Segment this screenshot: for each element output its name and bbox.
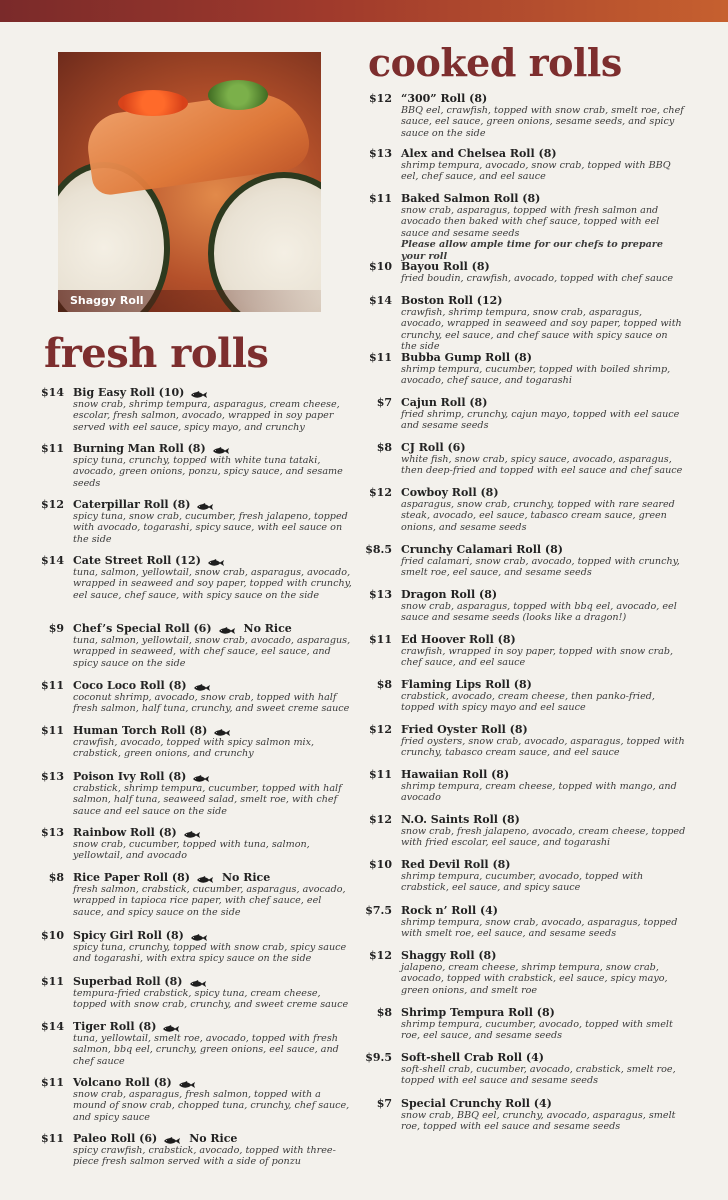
raw-fish-icon (213, 727, 231, 735)
item-name: Rock n’ Roll (4) (401, 904, 499, 917)
item-name: Paleo Roll (6) (73, 1132, 158, 1145)
no-rice-label: No Rice (243, 622, 292, 635)
item-name: Special Crunchy Roll (4) (401, 1097, 552, 1110)
item-price: $8.5 (365, 543, 392, 556)
no-rice-label: No Rice (222, 871, 271, 884)
menu-item (369, 486, 686, 533)
item-price: $11 (369, 768, 392, 781)
item-name: Superbad Roll (8) (73, 975, 183, 988)
item-description: asparagus, snow crab, crunchy, topped with rare seared steak, avocado, eel sauce, tabasco cream sauce, green onions, and sesame seeds (401, 499, 675, 533)
item-name: Rice Paper Roll (8) (73, 871, 190, 884)
item-name-line (401, 92, 686, 105)
item-description: spicy tuna, snow crab, cucumber, fresh jalapeno, topped with avocado, togarashi, spicy sauce, with eel sauce on the side (73, 511, 348, 545)
item-name-line (401, 588, 686, 601)
item-price: $9 (48, 622, 64, 635)
item-name: Cajun Roll (8) (401, 396, 488, 409)
item-name: Coco Loco Roll (8) (73, 679, 187, 692)
item-name: Shaggy Roll (8) (401, 949, 497, 962)
raw-fish-icon (192, 773, 210, 781)
menu-item (41, 554, 355, 601)
menu-item (376, 1097, 686, 1133)
item-name-line (401, 904, 686, 917)
item-description: snow crab, BBQ eel, crunchy, avocado, asparagus, smelt roe, topped with eel sauce and sesame seeds (401, 1110, 676, 1133)
item-description: coconut shrimp, avocado, snow crab, topped with half fresh salmon, half tuna, crunchy, and sweet creme sauce (73, 692, 350, 715)
item-name: Shrimp Tempura Roll (8) (401, 1006, 555, 1019)
item-name: Chef’s Special Roll (6) (73, 622, 212, 635)
menu-item (41, 770, 355, 817)
raw-fish-icon (189, 978, 207, 986)
item-name: Tiger Roll (8) (73, 1020, 157, 1033)
item-name: Cowboy Roll (8) (401, 486, 499, 499)
menu-item (365, 904, 686, 940)
item-name: Crunchy Calamari Roll (8) (401, 543, 563, 556)
item-price: $9.5 (365, 1051, 392, 1064)
item-name: Ed Hoover Roll (8) (401, 633, 516, 646)
item-name: Flaming Lips Roll (8) (401, 678, 532, 691)
menu-item (41, 442, 355, 489)
menu-item (376, 441, 686, 477)
raw-fish-icon (163, 1135, 181, 1143)
item-name: Volcano Roll (8) (73, 1076, 172, 1089)
item-description: snow crab, fresh jalapeno, avocado, cream cheese, topped with fried escolar, eel sauce, and togarashi (401, 826, 686, 849)
item-name-line (401, 949, 686, 962)
item-name-line (401, 678, 686, 691)
item-price: $11 (369, 633, 392, 646)
item-description: fresh salmon, crabstick, cucumber, asparagus, avocado, wrapped in tapioca rice paper, with chef sauce, eel sauce, and spicy sauce on the side (73, 884, 346, 918)
item-description: white fish, snow crab, spicy sauce, avocado, asparagus, then deep-fried and topped with eel sauce and chef sauce (401, 454, 683, 477)
item-name-line (401, 486, 686, 499)
item-price: $11 (41, 1076, 64, 1089)
item-price: $13 (369, 147, 392, 160)
item-price: $11 (41, 442, 64, 455)
item-name-line (401, 396, 686, 409)
item-price: $12 (41, 498, 64, 511)
item-description: snow crab, asparagus, topped with fresh salmon and avocado then baked with chef sauce, topped with eel sauce and sesame seeds (401, 205, 660, 239)
item-name-line (73, 1020, 355, 1033)
item-name: Red Devil Roll (8) (401, 858, 511, 871)
item-description: fried shrimp, crunchy, cajun mayo, topped with eel sauce and sesame seeds (401, 409, 680, 432)
item-name-line (401, 1097, 686, 1110)
item-price: $8 (376, 1006, 392, 1019)
menu-item (369, 723, 686, 759)
item-description: shrimp tempura, cucumber, topped with boiled shrimp, avocado, chef sauce, and togarashi (401, 364, 671, 387)
item-name: CJ Roll (6) (401, 441, 466, 454)
item-name-line (401, 294, 686, 307)
menu-item (369, 768, 686, 804)
item-name: Hawaiian Roll (8) (401, 768, 510, 781)
item-price: $13 (41, 826, 64, 839)
item-description: crawfish, shrimp tempura, snow crab, asparagus, avocado, wrapped in seaweed and soy paper, topped with crunchy, eel sauce, and chef sauce with spicy sauce on the side (401, 307, 682, 353)
menu-item (369, 192, 686, 262)
menu-item (41, 826, 355, 862)
raw-fish-icon (212, 445, 230, 453)
menu-item (369, 633, 686, 669)
item-price: $14 (41, 386, 64, 399)
item-price: $8 (48, 871, 64, 884)
item-name-line (401, 723, 686, 736)
item-description: shrimp tempura, avocado, snow crab, topped with BBQ eel, chef sauce, and eel sauce (401, 160, 671, 183)
item-description: crabstick, shrimp tempura, cucumber, topped with half salmon, half tuna, seaweed salad, smelt roe, with chef sauce and eel sauce on the side (73, 783, 342, 817)
item-description: tuna, yellowtail, smelt roe, avocado, topped with fresh salmon, bbq eel, crunchy, green onions, eel sauce, and chef sauce (73, 1033, 339, 1067)
menu-item (41, 498, 355, 545)
item-description: crawfish, avocado, topped with spicy salmon mix, crabstick, green onions, and crunchy (73, 737, 315, 760)
item-name-line (73, 871, 355, 884)
item-description: jalapeno, cream cheese, shrimp tempura, snow crab, avocado, topped with crabstick, eel sauce, spicy mayo, green onions, and smelt roe (401, 962, 668, 996)
item-name-line (401, 1051, 686, 1064)
item-name-line (73, 770, 355, 783)
item-price: $7.5 (365, 904, 392, 917)
item-name: Cate Street Roll (12) (73, 554, 201, 567)
menu-item (41, 929, 355, 965)
item-price: $12 (369, 813, 392, 826)
item-name-line (73, 826, 355, 839)
item-name-line (73, 1132, 355, 1145)
menu-item (369, 260, 686, 284)
item-name-line (401, 768, 686, 781)
item-description: snow crab, shrimp tempura, asparagus, cream cheese, escolar, fresh salmon, avocado, wrapped in soy paper served with eel sauce, spicy mayo, and crunchy (73, 399, 340, 433)
item-name: Big Easy Roll (10) (73, 386, 185, 399)
raw-fish-icon (193, 682, 211, 690)
item-description: fried calamari, snow crab, avocado, topped with crunchy, smelt roe, eel sauce, and sesame seeds (401, 556, 680, 579)
top-accent-bar (0, 0, 728, 22)
item-price: $13 (41, 770, 64, 783)
menu-item (369, 858, 686, 894)
item-name: Poison Ivy Roll (8) (73, 770, 187, 783)
item-name-line (401, 858, 686, 871)
item-description: shrimp tempura, cucumber, avocado, topped with smelt roe, eel sauce, and sesame seeds (401, 1019, 673, 1042)
item-name-line (401, 351, 686, 364)
item-name-line (401, 260, 686, 273)
cooked-rolls-title: cooked rolls (368, 40, 622, 85)
item-price: $13 (369, 588, 392, 601)
shaggy-roll-photo (58, 52, 321, 312)
raw-fish-icon (162, 1023, 180, 1031)
item-name: Bayou Roll (8) (401, 260, 490, 273)
menu-item (369, 294, 686, 353)
item-price: $7 (376, 1097, 392, 1110)
item-description: spicy tuna, crunchy, topped with white tuna tataki, avocado, green onions, ponzu, spicy sauce, and sesame seeds (73, 455, 343, 489)
item-name: Caterpillar Roll (8) (73, 498, 191, 511)
item-name-line (73, 386, 355, 399)
item-price: $11 (41, 679, 64, 692)
menu-item (41, 1076, 355, 1123)
item-name: Alex and Chelsea Roll (8) (401, 147, 557, 160)
raw-fish-icon (190, 389, 208, 397)
menu-item (376, 396, 686, 432)
item-name: Dragon Roll (8) (401, 588, 498, 601)
item-price: $12 (369, 723, 392, 736)
item-description: shrimp tempura, cucumber, avocado, topped with crabstick, eel sauce, and spicy sauce (401, 871, 644, 894)
item-price: $11 (41, 975, 64, 988)
item-name-line (73, 498, 355, 511)
menu-item (369, 588, 686, 624)
item-description: spicy crawfish, crabstick, avocado, topped with three-piece fresh salmon served with a side of ponzu (73, 1145, 336, 1168)
menu-item (376, 1006, 686, 1042)
item-name: Rainbow Roll (8) (73, 826, 177, 839)
item-price: $8 (376, 441, 392, 454)
item-description: tuna, salmon, yellowtail, snow crab, avocado, asparagus, wrapped in seaweed, with chef sauce, eel sauce, and spicy sauce on the side (73, 635, 351, 669)
menu-item (41, 1132, 355, 1168)
item-name: “300” Roll (8) (401, 92, 488, 105)
item-price: $8 (376, 678, 392, 691)
item-name-line (73, 622, 355, 635)
menu-item (48, 871, 355, 918)
item-name-line (401, 441, 686, 454)
item-price: $11 (41, 1132, 64, 1145)
item-price: $12 (369, 949, 392, 962)
raw-fish-icon (196, 874, 214, 882)
item-description: snow crab, asparagus, topped with bbq eel, avocado, eel sauce and sesame seeds (looks like a dragon!) (401, 601, 677, 624)
item-name-line (73, 975, 355, 988)
no-rice-label: No Rice (189, 1132, 238, 1145)
item-name-line (401, 543, 686, 556)
item-name-line (73, 724, 355, 737)
item-name-line (401, 813, 686, 826)
item-price: $12 (369, 92, 392, 105)
menu-item (369, 813, 686, 849)
item-price: $11 (369, 351, 392, 364)
item-description: BBQ eel, crawfish, topped with snow crab, smelt roe, chef sauce, eel sauce, green onions, sesame seeds, and spicy sauce on the side (401, 105, 684, 139)
item-description: shrimp tempura, snow crab, avocado, asparagus, topped with smelt roe, eel sauce, and sesame seeds (401, 917, 678, 940)
item-description: tuna, salmon, yellowtail, snow crab, asparagus, avocado, wrapped in seaweed and soy paper, topped with crunchy, eel sauce, chef sauce, with spicy sauce on the side (73, 567, 352, 601)
item-name: Boston Roll (12) (401, 294, 503, 307)
item-description: soft-shell crab, cucumber, avocado, crabstick, smelt roe, topped with eel sauce and sesame seeds (401, 1064, 676, 1087)
item-name-line (401, 192, 686, 205)
item-description: tempura-fried crabstick, spicy tuna, cream cheese, topped with snow crab, crunchy, and sweet creme sauce (73, 988, 349, 1011)
menu-item (41, 724, 355, 760)
item-description: fried boudin, crawfish, avocado, topped with chef sauce (401, 273, 674, 284)
menu-item (365, 543, 686, 579)
menu-item (41, 386, 355, 433)
menu-item (41, 1020, 355, 1067)
menu-item (365, 1051, 686, 1087)
item-name: Baked Salmon Roll (8) (401, 192, 541, 205)
fresh-rolls-title: fresh rolls (44, 330, 269, 377)
item-name-line (73, 554, 355, 567)
raw-fish-icon (218, 625, 236, 633)
item-name: Spicy Girl Roll (8) (73, 929, 184, 942)
item-price: $14 (41, 554, 64, 567)
menu-item (369, 147, 686, 183)
item-price: $10 (41, 929, 64, 942)
menu-item (41, 679, 355, 715)
item-name-line (73, 1076, 355, 1089)
item-name: Fried Oyster Roll (8) (401, 723, 528, 736)
raw-fish-icon (178, 1079, 196, 1087)
item-name-line (73, 679, 355, 692)
item-description: spicy tuna, crunchy, topped with snow crab, spicy sauce and togarashi, with extra spicy sauce on the side (73, 942, 347, 965)
menu-item (369, 92, 686, 139)
raw-fish-icon (196, 501, 214, 509)
item-price: $10 (369, 260, 392, 273)
item-name-line (401, 147, 686, 160)
menu-item (41, 975, 355, 1011)
item-description: snow crab, asparagus, fresh salmon, topped with a mound of snow crab, chopped tuna, crunchy, chef sauce, and spicy sauce (73, 1089, 350, 1123)
item-description: crabstick, avocado, cream cheese, then panko-fried, topped with spicy mayo and eel sauce (401, 691, 655, 714)
item-price: $14 (369, 294, 392, 307)
item-name: Human Torch Roll (8) (73, 724, 208, 737)
item-name: Bubba Gump Roll (8) (401, 351, 532, 364)
item-name: Soft-shell Crab Roll (4) (401, 1051, 544, 1064)
menu-item (369, 949, 686, 996)
item-description: snow crab, cucumber, topped with tuna, salmon, yellowtail, and avocado (73, 839, 310, 862)
photo-caption: Shaggy Roll (58, 290, 321, 312)
item-name-line (73, 442, 355, 455)
item-price: $14 (41, 1020, 64, 1033)
menu-item (48, 622, 355, 669)
item-description: shrimp tempura, cream cheese, topped with mango, and avocado (401, 781, 677, 804)
item-price: $10 (369, 858, 392, 871)
menu-item (369, 351, 686, 387)
item-name-line (401, 633, 686, 646)
item-name-line (73, 929, 355, 942)
item-note: Please allow ample time for our chefs to prepare your roll (401, 239, 663, 262)
raw-fish-icon (190, 932, 208, 940)
item-description: fried oysters, snow crab, avocado, asparagus, topped with crunchy, tabasco cream sauce, and eel sauce (401, 736, 685, 759)
item-name: Burning Man Roll (8) (73, 442, 206, 455)
item-price: $12 (369, 486, 392, 499)
raw-fish-icon (207, 557, 225, 565)
item-description: crawfish, wrapped in soy paper, topped with snow crab, chef sauce, and eel sauce (401, 646, 674, 669)
item-price: $7 (376, 396, 392, 409)
menu-item (376, 678, 686, 714)
item-name-line (401, 1006, 686, 1019)
item-name: N.O. Saints Roll (8) (401, 813, 520, 826)
item-price: $11 (369, 192, 392, 205)
item-price: $11 (41, 724, 64, 737)
raw-fish-icon (183, 829, 201, 837)
